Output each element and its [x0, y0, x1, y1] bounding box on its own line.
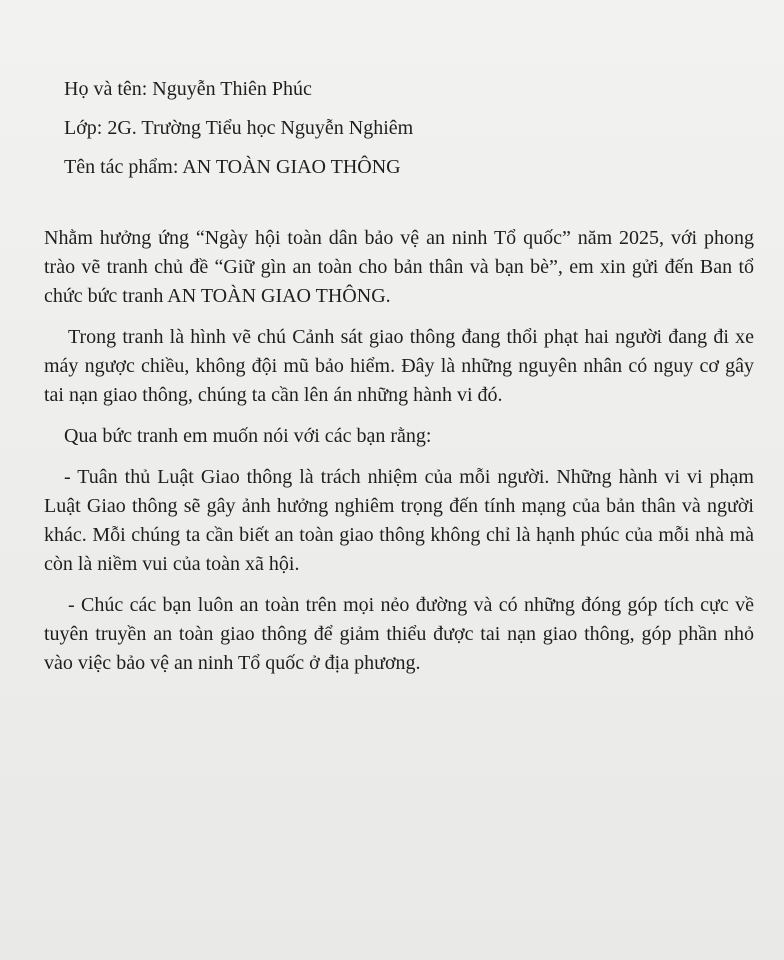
message-intro-paragraph: Qua bức tranh em muốn nói với các bạn rằng:	[64, 425, 432, 447]
header-info	[64, 70, 744, 187]
class-school-line: Lớp: 2G. Trường Tiểu học Nguyễn Nghiêm	[64, 117, 414, 139]
body-text	[44, 224, 754, 690]
message-point-1: - Tuân thủ Luật Giao thông là trách nhiệm của mỗi người. Những hành vi vi phạm Luật Giao thông sẽ gây ảnh hưởng nghiêm trọng đến tính mạng của bản thân và người khác. Mỗi chúng ta cần biết an toàn giao thông không chỉ là hạnh phúc của mỗi nhà mà còn là niềm vui của toàn xã hội.	[44, 466, 754, 575]
work-title-line: Tên tác phẩm: AN TOÀN GIAO THÔNG	[64, 156, 401, 178]
intro-paragraph: Nhằm hưởng ứng “Ngày hội toàn dân bảo vệ an ninh Tổ quốc” năm 2025, với phong trào vẽ tranh chủ đề “Giữ gìn an toàn cho bản thân và bạn bè”, em xin gửi đến Ban tổ chức bức tranh AN TOÀN GIAO THÔNG.	[44, 227, 754, 307]
message-point-2: - Chúc các bạn luôn an toàn trên mọi nẻo đường và có những đóng góp tích cực về tuyên truyền an toàn giao thông để giảm thiểu được tai nạn giao thông, góp phần nhỏ vào việc bảo vệ an ninh Tổ quốc ở địa phương.	[44, 594, 754, 674]
author-name-line: Họ và tên: Nguyễn Thiên Phúc	[64, 78, 312, 100]
description-paragraph: Trong tranh là hình vẽ chú Cảnh sát giao thông đang thổi phạt hai người đang đi xe máy ngược chiều, không đội mũ bảo hiểm. Đây là những nguyên nhân có nguy cơ gây tai nạn giao thông, chúng ta cần lên án những hành vi đó.	[44, 326, 754, 406]
